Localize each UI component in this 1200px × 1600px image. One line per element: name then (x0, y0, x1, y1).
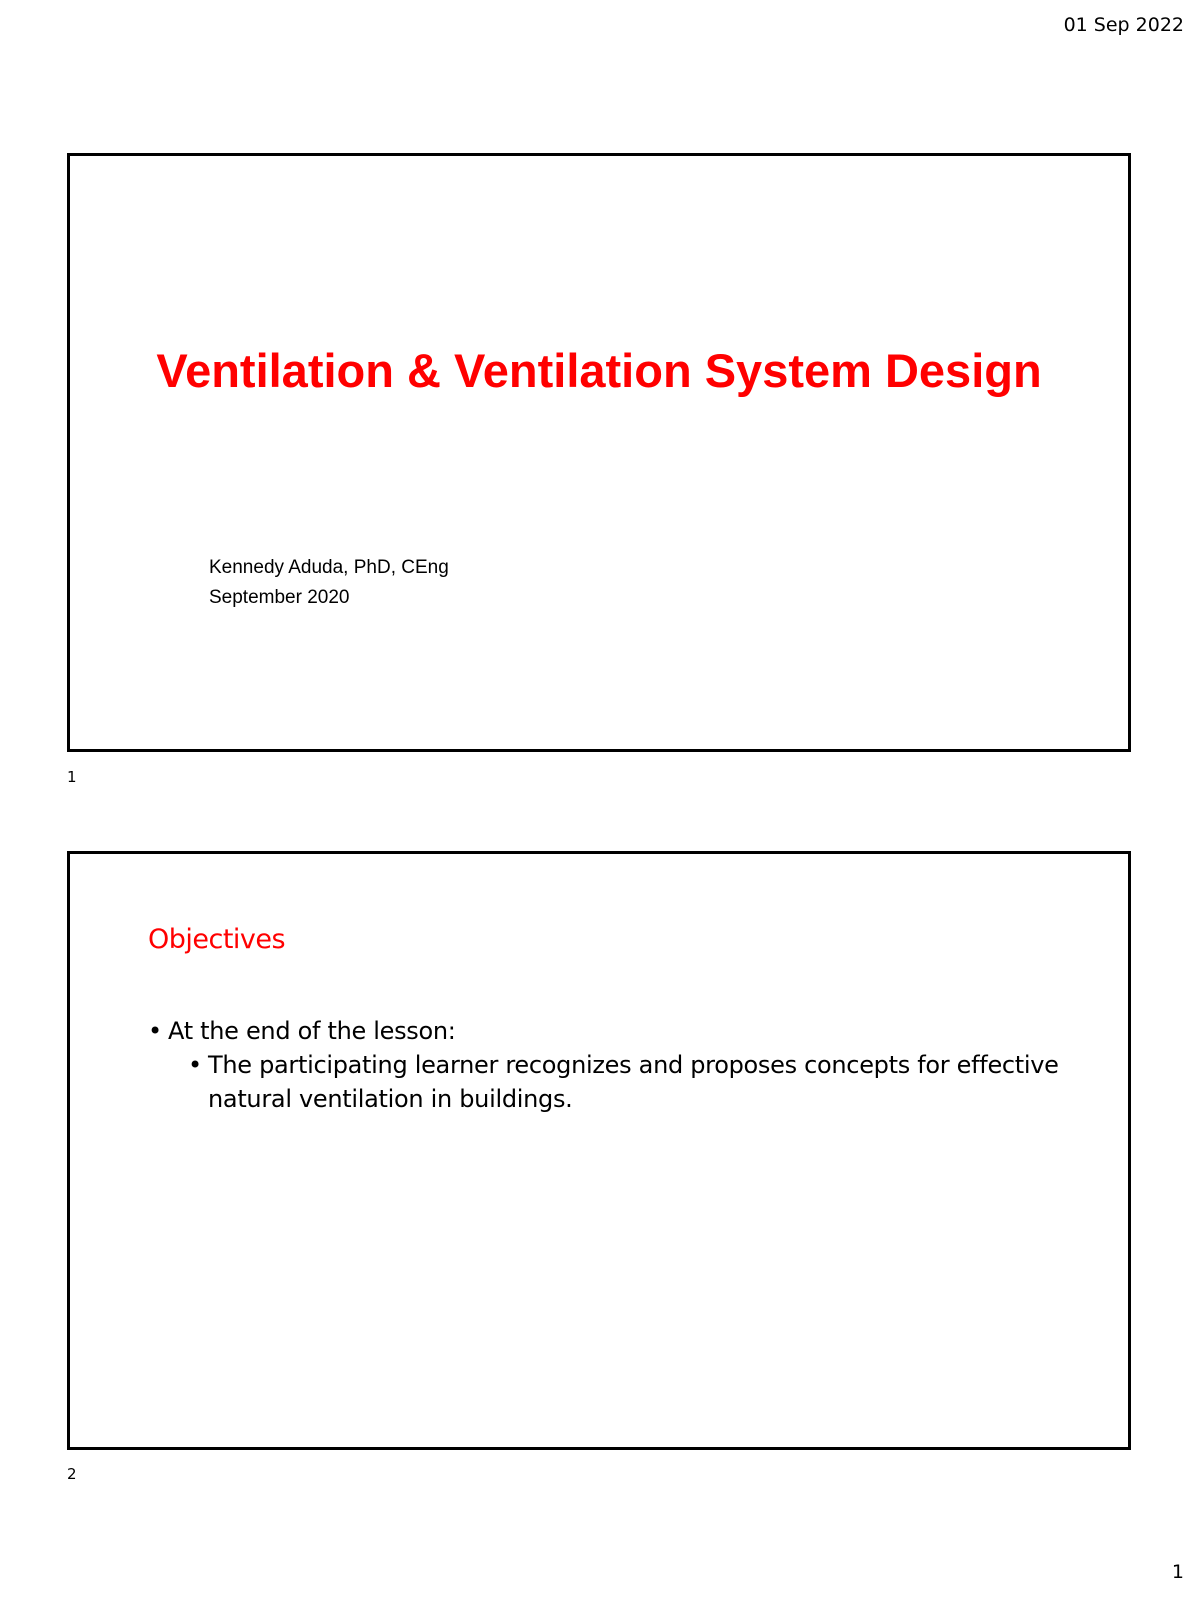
bullet-list (148, 1014, 1068, 1116)
presentation-date: September 2020 (209, 587, 350, 608)
bullet-icon: • (148, 1017, 162, 1045)
list-item (148, 1014, 1068, 1048)
slide-title: Ventilation & Ventilation System Design (156, 344, 1042, 397)
slide-number-2: 2 (67, 1465, 77, 1483)
page-number: 1 (1171, 1561, 1184, 1583)
slide-heading: Objectives (148, 924, 286, 955)
bullet-text: At the end of the lesson: (168, 1017, 456, 1045)
slide-number-1: 1 (67, 768, 77, 786)
author-block (209, 553, 449, 613)
author-name: Kennedy Aduda, PhD, CEng (209, 557, 449, 578)
slide-1 (67, 153, 1131, 752)
slide-2 (67, 851, 1131, 1450)
bullet-text: The participating learner recognizes and proposes concepts for effective natural ventilation in buildings. (208, 1051, 1059, 1113)
header-date: 01 Sep 2022 (1063, 14, 1184, 36)
bullet-icon: • (188, 1051, 202, 1079)
list-item (188, 1048, 1068, 1116)
